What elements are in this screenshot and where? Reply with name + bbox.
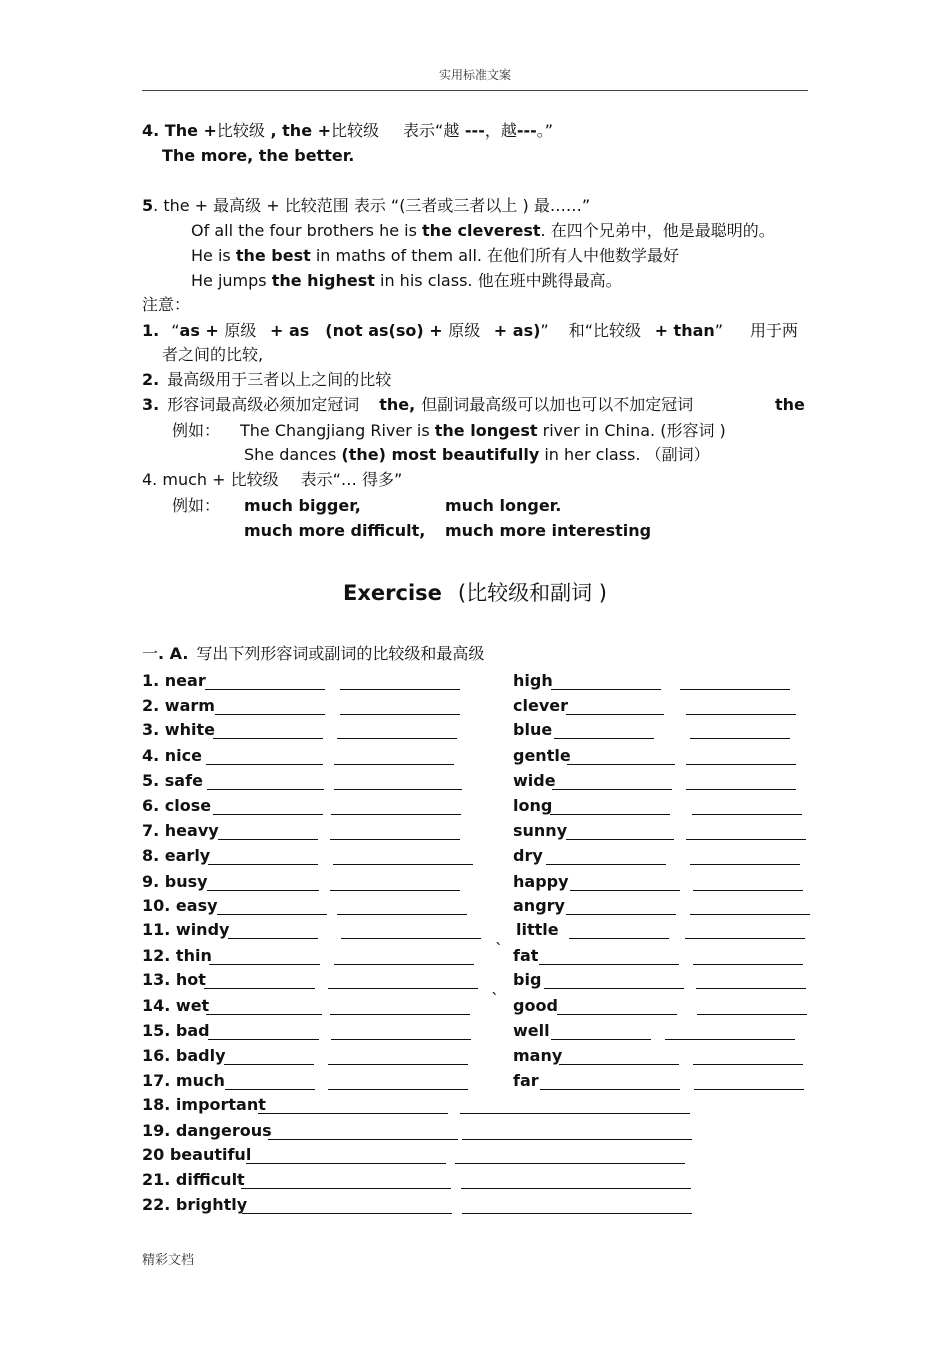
section-a-tag: . A. [158,644,189,663]
note-3-ex1-post: river in China. (形容词 ) [537,421,726,440]
rule-5-example-1 [191,221,775,241]
rule-4-sep: ，越 [484,121,517,140]
answer-blank-comparative[interactable] [208,849,318,865]
answer-blank-superlative[interactable] [337,899,467,915]
note-4-text: 比较级 [230,470,279,489]
exercise-word-long: 20 beautiful [142,1145,252,1164]
exercise-word-left: 7. heavy [142,821,219,840]
rule-5-ex1-pre: Of all the four brothers he is [191,221,423,240]
answer-blank-comparative[interactable] [544,973,684,989]
answer-blank-superlative[interactable] [331,799,461,815]
exercise-title-zh: (比较级和副词 ) [457,581,607,605]
exercise-word-left: 9. busy [142,872,208,891]
rule-5-formula: . the + 最高级 + 比较范围 表示 “(三者或三者以上 ) 最……” [153,196,591,215]
rule-4-the1: The + [164,121,217,140]
rule-5-num: 5 [142,196,154,215]
answer-blank-comparative[interactable] [551,674,661,690]
note-4-example-a: much bigger, [244,496,361,515]
answer-blank-comparative[interactable] [207,875,319,891]
exercise-word-left: 2. warm [142,696,215,715]
answer-blank-superlative[interactable] [340,674,460,690]
note-4-num: 4. much + [142,470,231,489]
exercise-word-left: 17. much [142,1071,225,1090]
answer-blank-comparative[interactable] [217,899,327,915]
note-3-example-label: 例如： [172,421,221,440]
answer-blank-comparative[interactable] [566,824,674,840]
answer-blank-superlative[interactable] [341,923,481,939]
rule-5-ex2-pre: He is [191,246,236,265]
note-4-example-label: 例如： [172,496,221,515]
answer-blank-comparative[interactable] [206,999,322,1015]
note-1-num: 1. [142,321,160,340]
answer-blank-superlative[interactable] [665,1024,795,1040]
rule-4-cmp1: 比较级 [216,121,265,140]
exercise-word-right: blue [513,720,553,739]
rule-5-ex1-post: . 在四个兄弟中，他是最聪明的。 [540,221,775,240]
rule-5-ex2-bold: the best [235,246,311,265]
answer-blank-superlative[interactable] [330,875,460,891]
rule-5-ex3-pre: He jumps [191,271,272,290]
rule-4-example: The more, the better. [162,146,355,165]
exercise-word-left: 6. close [142,796,212,815]
note-1-line2: 者之间的比较, [162,345,264,364]
note-1-use: 用于两 [750,321,799,340]
answer-blank-comparative[interactable] [225,1074,315,1090]
note-3-line [142,395,693,415]
exercise-word-left: 11. windy [142,920,230,939]
header-rule [142,90,808,91]
exercise-word-left: 15. bad [142,1021,210,1040]
answer-blank-comparative[interactable] [205,674,325,690]
footer-text: 精彩文档 [142,1253,195,1268]
answer-blank-comparative[interactable] [268,1124,458,1140]
answer-blank-superlative[interactable] [693,949,803,965]
answer-blank-comparative[interactable] [550,799,670,815]
note-3-ex2-bold: (the) most beautifully [341,445,540,464]
exercise-word-long: 18. important [142,1095,266,1114]
exercise-word-right: dry [513,846,543,865]
exercise-word-right: clever [513,696,568,715]
note-1-as3: + as) [488,321,541,340]
rule-5-ex1-bold: the cleverest [422,221,541,240]
section-a-heading [142,644,484,664]
answer-blank-comparative[interactable] [570,875,680,891]
answer-blank-comparative[interactable] [218,824,318,840]
answer-blank-superlative[interactable] [333,849,473,865]
note-1-yj2: 原级 [448,321,481,340]
answer-blank-superlative[interactable] [686,824,806,840]
answer-blank-comparative[interactable] [566,899,676,915]
note-3-the2: the [775,395,805,414]
note-1-and: 和“比较级 [568,321,641,340]
answer-blank-superlative[interactable] [462,1124,692,1140]
answer-blank-comparative[interactable] [557,999,677,1015]
answer-blank-superlative[interactable] [328,1049,468,1065]
rule-5-example-2 [191,246,679,266]
note-3-ex2-post: in her class. （副词） [539,445,710,464]
exercise-word-left: 10. easy [142,896,218,915]
rule-5-ex3-post: in his class. 他在班中跳得最高。 [374,271,622,290]
answer-blank-comparative[interactable] [539,949,679,965]
answer-blank-comparative[interactable] [242,1198,452,1214]
note-2-line [142,370,391,390]
exercise-word-left: 4. nice [142,746,202,765]
answer-blank-superlative[interactable] [334,949,474,965]
rule-5-line [142,196,590,216]
answer-blank-superlative[interactable] [686,699,796,715]
exercise-word-right: far [513,1071,539,1090]
rule-4-dash1: --- [459,121,485,140]
rule-5-example-3 [191,271,622,291]
note-3-ex1-pre: The Changjiang River is [240,421,435,440]
answer-blank-superlative[interactable] [460,1098,690,1114]
exercise-word-right: angry [513,896,565,915]
answer-blank-superlative[interactable] [455,1148,685,1164]
note-3-ex2-pre: She dances [244,445,342,464]
note-3-example-1 [240,421,726,441]
rule-5-ex3-bold: the highest [271,271,375,290]
rule-4-num: 4. [142,121,165,140]
note-3-the1: the, [379,395,416,414]
exercise-word-left: 8. early [142,846,211,865]
answer-blank-superlative[interactable] [685,923,805,939]
section-a-label: 一 [142,644,159,663]
answer-blank-superlative[interactable] [334,774,462,790]
note-3-num: 3. [142,395,160,414]
exercise-word-right: well [513,1021,550,1040]
answer-blank-superlative[interactable] [693,1049,803,1065]
answer-blank-comparative[interactable] [559,1049,679,1065]
note-2-num: 2. [142,370,160,389]
note-4-line [142,470,402,490]
answer-blank-comparative[interactable] [208,1024,319,1040]
note-3-text2: 但副词最高级可以加也可以不加定冠词 [421,395,694,414]
exercise-word-left: 14. wet [142,996,210,1015]
rule-4-means: 表示“越 [403,121,460,140]
answer-blank-superlative[interactable] [696,973,806,989]
exercise-title-en: Exercise [343,581,442,605]
header-title: 实用标准文案 [438,68,511,82]
note-4-example-d: much more interesting [445,521,652,540]
exercise-word-right: good [513,996,558,1015]
answer-blank-superlative[interactable] [330,999,470,1015]
rule-4-the2: , the + [264,121,332,140]
answer-blank-comparative[interactable] [246,1148,446,1164]
answer-blank-superlative[interactable] [690,723,790,739]
rule-4-line [142,121,553,141]
answer-blank-comparative[interactable] [204,973,315,989]
answer-blank-superlative[interactable] [328,973,478,989]
exercise-word-left: 13. hot [142,970,206,989]
answer-blank-comparative[interactable] [258,1098,448,1114]
answer-blank-comparative[interactable] [207,774,324,790]
stray-tick-mark: ` [491,990,499,1009]
answer-blank-comparative[interactable] [567,749,675,765]
stray-tick-mark: ` [495,940,503,959]
note-1-yj1: 原级 [224,321,257,340]
answer-blank-comparative[interactable] [552,774,672,790]
answer-blank-superlative[interactable] [337,723,457,739]
exercise-word-right: fat [513,946,539,965]
answer-blank-comparative[interactable] [213,799,323,815]
note-4-means: 表示“… 得多” [300,470,403,489]
note-3-example-2 [244,445,710,465]
answer-blank-comparative[interactable] [566,699,664,715]
note-3-ex1-bold: the longest [434,421,538,440]
answer-blank-superlative[interactable] [328,1074,468,1090]
answer-blank-comparative[interactable] [213,723,323,739]
answer-blank-comparative[interactable] [551,1024,651,1040]
note-4-example-b: much longer. [445,496,562,515]
note-1-not: (not as(so) + [325,321,449,340]
exercise-word-long: 22. brightly [142,1195,248,1214]
answer-blank-superlative[interactable] [692,799,802,815]
exercise-word-right: long [513,796,553,815]
answer-blank-superlative[interactable] [686,774,796,790]
answer-blank-superlative[interactable] [330,824,460,840]
note-1-q1: “ [171,321,180,340]
answer-blank-comparative[interactable] [228,923,318,939]
answer-blank-comparative[interactable] [206,749,323,765]
exercise-word-left: 16. badly [142,1046,226,1065]
note-2-text: 最高级用于三者以上之间的比较 [167,370,392,389]
answer-blank-comparative[interactable] [215,699,325,715]
exercise-title [0,580,950,606]
note-1-line [142,321,723,341]
note-3-text: 形容词最高级必须加定冠词 [167,395,360,414]
attention-label: 注意： [142,295,191,314]
note-1-than: + than [649,321,715,340]
exercise-word-left: 12. thin [142,946,212,965]
rule-4-cmp2: 比较级 [331,121,380,140]
answer-blank-superlative[interactable] [331,1024,471,1040]
exercise-word-right: many [513,1046,563,1065]
exercise-word-right: high [513,671,553,690]
rule-5-ex2-post: in maths of them all. 在他们所有人中他数学最好 [310,246,680,265]
note-4-example-c: much more difficult, [244,521,426,540]
answer-blank-comparative[interactable] [554,723,654,739]
answer-blank-superlative[interactable] [462,1198,692,1214]
exercise-word-left: 5. safe [142,771,203,790]
section-a-text: 写出下列形容词或副词的比较级和最高级 [196,644,485,663]
exercise-word-right: little [516,920,559,939]
answer-blank-comparative[interactable] [546,849,666,865]
exercise-word-right: happy [513,872,569,891]
answer-blank-comparative[interactable] [241,1173,451,1189]
answer-blank-superlative[interactable] [686,749,796,765]
rule-4-dash2: --- [516,121,537,140]
exercise-word-right: big [513,970,542,989]
answer-blank-superlative[interactable] [697,999,807,1015]
exercise-word-long: 21. difficult [142,1170,245,1189]
answer-blank-superlative[interactable] [694,1074,804,1090]
exercise-word-left: 3. white [142,720,215,739]
exercise-word-right: sunny [513,821,568,840]
exercise-word-right: wide [513,771,556,790]
answer-blank-superlative[interactable] [690,849,800,865]
exercise-word-right: gentle [513,746,571,765]
answer-blank-superlative[interactable] [690,899,810,915]
answer-blank-comparative[interactable] [224,1049,314,1065]
exercise-word-long: 19. dangerous [142,1121,272,1140]
note-1-q3: ” [714,321,724,340]
note-1-as1: as + [179,321,225,340]
note-1-q2: ” [540,321,549,340]
answer-blank-superlative[interactable] [461,1173,691,1189]
answer-blank-comparative[interactable] [569,923,669,939]
rule-4-end: 。” [536,121,554,140]
answer-blank-comparative[interactable] [540,1074,680,1090]
answer-blank-superlative[interactable] [680,674,790,690]
note-1-as2: + as [264,321,310,340]
answer-blank-comparative[interactable] [209,949,320,965]
exercise-word-left: 1. near [142,671,206,690]
answer-blank-superlative[interactable] [693,875,803,891]
answer-blank-superlative[interactable] [340,699,460,715]
answer-blank-superlative[interactable] [334,749,454,765]
